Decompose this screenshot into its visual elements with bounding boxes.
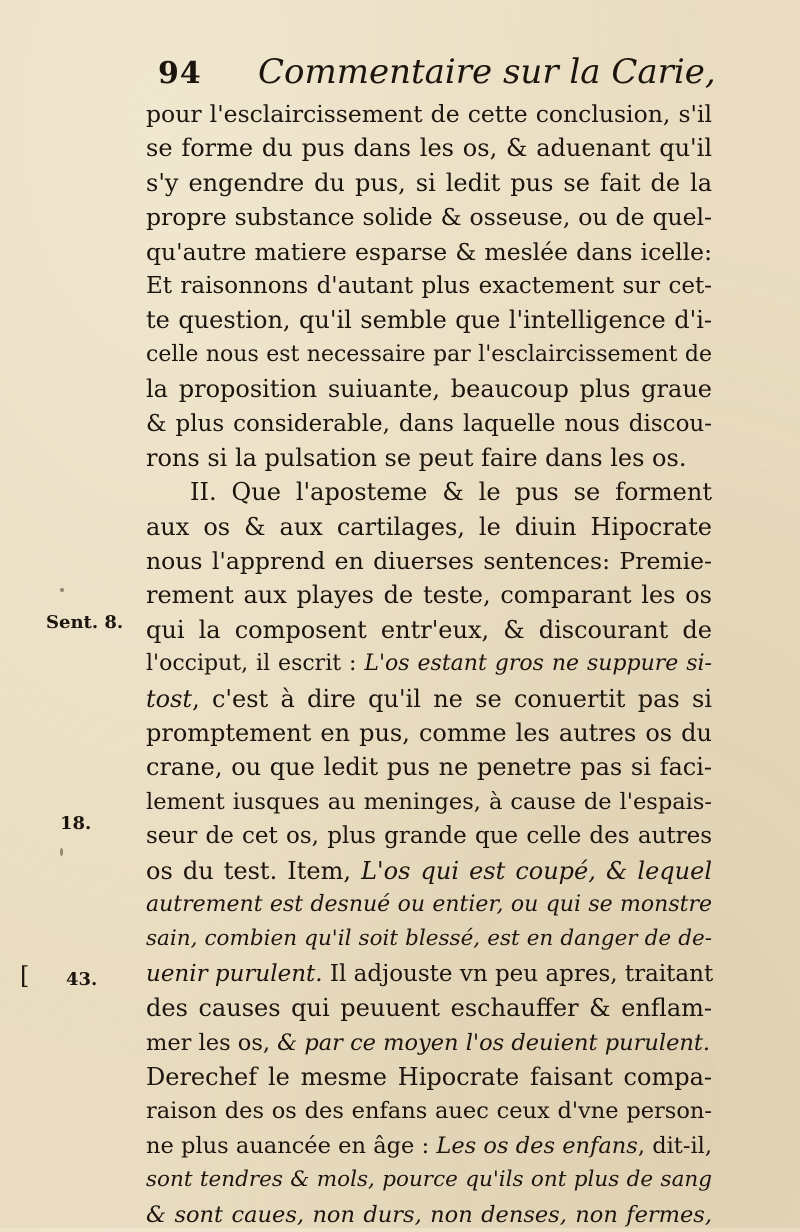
text-line: rons si la pulsation se peut faire dans les os.	[146, 443, 687, 472]
text-line	[146, 854, 712, 888]
text-run: , dit-il,	[637, 1132, 712, 1159]
quotation-line: sont tendres & mols, pource qu'ils ont plus de sang	[146, 1167, 712, 1193]
text-run: Il adjouste vn peu apres, traitant	[322, 960, 714, 987]
text-line: celle nous est necessaire par l'esclaircissement de	[146, 341, 712, 367]
text-line	[146, 957, 712, 991]
quotation-italic: & par ce moyen l'os deuient purulent.	[277, 1029, 711, 1056]
text-line: promptement en pus, comme les autres os du	[146, 719, 712, 748]
text-line	[146, 682, 712, 716]
quotation-italic: tost	[146, 684, 193, 713]
text-line: propre substance solide & osseuse, ou de quel-	[146, 203, 712, 232]
quotation-line: sain, combien qu'il soit blessé, est en danger de de-	[146, 926, 712, 952]
text-line	[146, 1026, 712, 1060]
body-text	[146, 97, 712, 1232]
margin-note-43: 43.	[66, 969, 98, 990]
text-line: qui la composent entr'eux, & discourant de	[146, 615, 712, 644]
quotation-italic: L'os estant gros ne suppure si-	[364, 651, 712, 677]
text-line	[146, 647, 712, 681]
text-line: pour l'esclaircissement de cette conclusion, s'il	[146, 100, 712, 128]
text-line: & plus considerable, dans laquelle nous discou-	[146, 410, 712, 437]
margin-note-sentence-8: Sent. 8.	[46, 612, 124, 633]
quotation-italic: L'os qui est coupé, & lequel	[361, 856, 712, 885]
margin-notes	[0, 0, 140, 1228]
text-line: la proposition suiuante, beaucoup plus graue	[146, 375, 712, 404]
text-line	[146, 1129, 712, 1163]
text-line: des causes qui peuuent eschauffer & enflam-	[146, 994, 712, 1023]
margin-note-18: 18.	[60, 813, 92, 834]
margin-bracket: [	[20, 962, 30, 990]
text-line: qu'autre matiere esparse & meslée dans icelle:	[146, 237, 712, 266]
quotation-line: autrement est desnué ou entier, ou qui se monstre	[146, 891, 712, 917]
text-line: se forme du pus dans les os, & aduenant qu'il	[146, 134, 712, 163]
text-line: seur de cet os, plus grande que celle des autres	[146, 823, 712, 850]
text-line: Et raisonnons d'autant plus exactement sur cet-	[146, 272, 712, 299]
ink-spot	[60, 848, 63, 856]
text-line: aux os & aux cartilages, le diuin Hipocrate	[146, 512, 712, 541]
quotation-line: & sont caues, non durs, non denses, non fermes,	[146, 1201, 712, 1228]
text-line: lement iusques au meninges, à cause de l'espais-	[146, 788, 712, 815]
text-line: s'y engendre du pus, si ledit pus se fait de la	[146, 168, 712, 197]
page-number: 94	[158, 56, 202, 91]
text-line: nous l'apprend en diuerses sentences: Premie-	[146, 547, 712, 576]
quotation-italic: uenir purulent.	[146, 960, 323, 987]
running-title: Commentaire sur la Carie,	[258, 52, 716, 92]
quotation-italic: Les os des enfans	[436, 1132, 638, 1159]
text-run: , c'est à dire qu'il ne se conuertit pas si	[192, 684, 712, 713]
text-line: Derechef le mesme Hipocrate faisant compa-	[146, 1062, 712, 1091]
text-run: os du test. Item,	[146, 856, 362, 885]
page-header	[158, 52, 716, 98]
text-run: ne plus auancée en âge :	[146, 1132, 437, 1159]
text-line: te question, qu'il semble que l'intelligence d'i-	[146, 306, 712, 335]
section-heading-line: II. Que l'aposteme & le pus se forment	[190, 478, 712, 507]
text-line: rement aux playes de teste, comparant les os	[146, 581, 712, 610]
text-line: crane, ou que ledit pus ne penetre pas si faci-	[146, 753, 712, 782]
ink-spot	[60, 588, 64, 592]
text-run: l'occiput, il escrit :	[146, 651, 365, 677]
text-line: raison des os des enfans auec ceux d'vne person-	[146, 1098, 712, 1125]
text-run: mer les os,	[146, 1029, 278, 1056]
